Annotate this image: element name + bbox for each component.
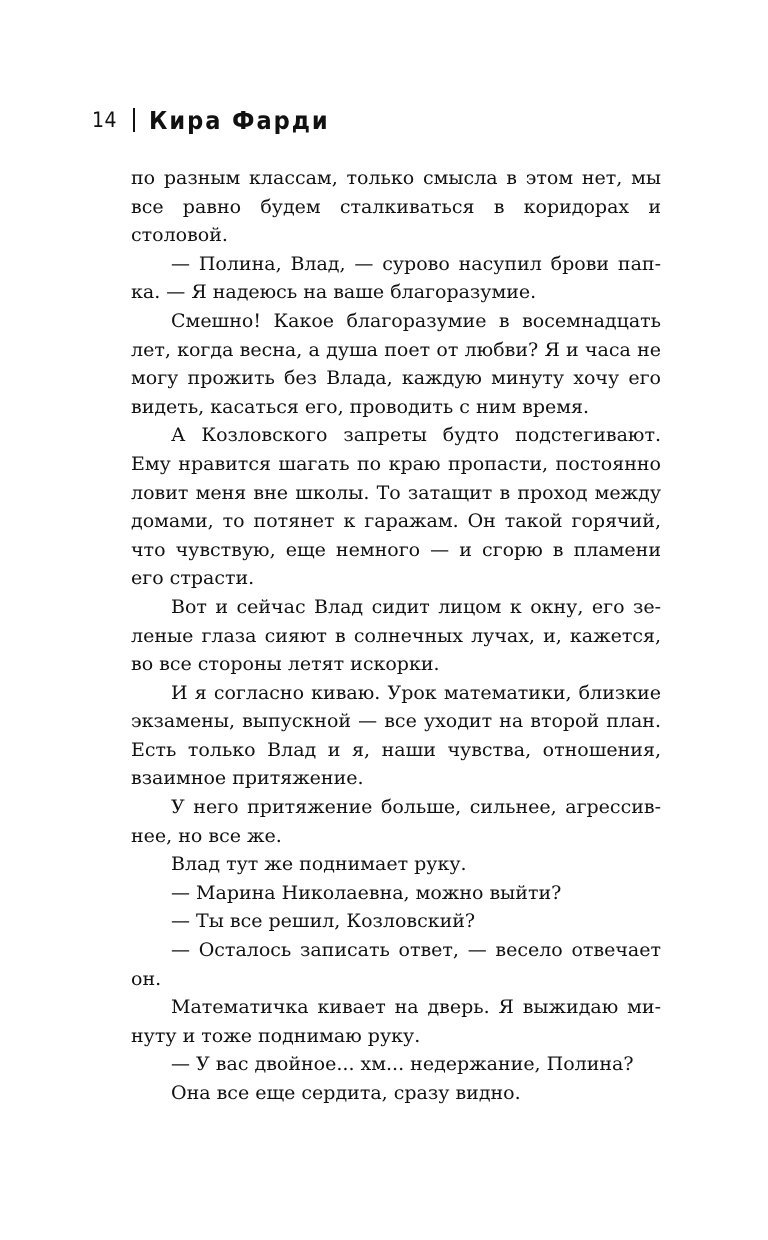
paragraph: У него притяжение больше, сильнее, агрессивнее, но все же. [131,796,661,847]
paragraph-dialogue: — Осталось записать ответ, — весело отвечает он. [131,939,661,990]
header-separator [133,108,135,132]
page-number: 14 [92,108,118,132]
paragraph: Смешно! Какое благоразумие в восемнадцать лет, когда весна, а душа поет от любви? Я и часа не могу прожить без Влада, каждую минуту хочу его видеть, касаться его, проводить с ним время. [131,309,661,418]
author-name: Кира Фарди [149,105,330,135]
paragraph-dialogue-father: — Полина, Влад, — сурово насупил брови папка. — Я надеюсь на ваше благоразумие. [131,252,661,304]
paragraph-dialogue: — Марина Николаевна, можно выйти? [171,881,562,904]
paragraph-dialogue: — У вас двойное... хм... недержание, Полина? [171,1053,634,1076]
paragraph: Она все еще сердита, сразу видно. [171,1082,521,1104]
paragraph: А Козловского запреты будто подстегивают. Ему нравится шагать по краю пропасти, постоянно ловит меня вне школы. То затащит в проход между домами, то потянет к гаражам. Он такой горячий, что чувствую, еще немного — и сгорю в пламени его страсти. [131,424,661,590]
paragraph: Математичка кивает на дверь. Я выжидаю минуту и тоже поднимаю руку. [131,996,661,1047]
paragraph: И я согласно киваю. Урок математики, близкие экзамены, выпускной — все уходит на второй план. Есть только Влад и я, наши чувства, отношения, взаимное притяжение. [131,681,661,790]
paragraph-dialogue: — Ты все решил, Козловский? [171,910,476,933]
running-header [92,100,350,140]
body-text [131,164,661,1108]
paragraph: Влад тут же поднимает руку. [171,853,467,876]
paragraph: Вот и сейчас Влад сидит лицом к окну, его зеленые глаза сияют в солнечных лучах, и, кажется, во все стороны летят искорки. [131,595,661,676]
paragraph-continuation: по разным классам, только смысла в этом нет, мы все равно будем сталкиваться в коридорах и столовой. [131,167,661,247]
